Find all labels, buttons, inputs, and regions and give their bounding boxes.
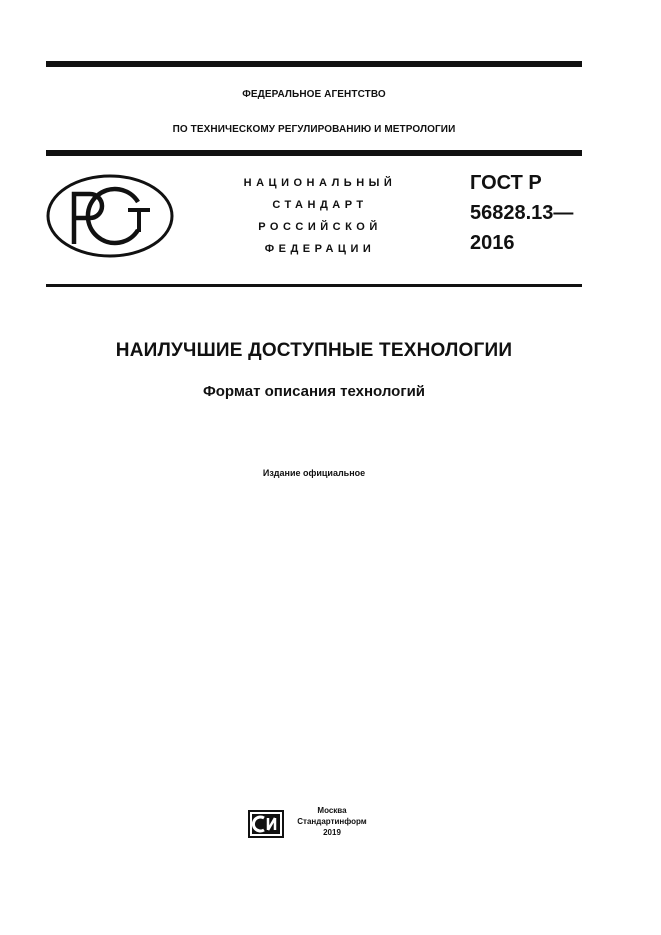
edition-note: Издание официальное [262, 468, 366, 478]
rst-certification-mark-icon [46, 174, 176, 258]
publisher-name: Стандартинформ [297, 817, 367, 826]
document-title: НАИЛУЧШИЕ ДОСТУПНЫЕ ТЕХНОЛОГИИ [115, 340, 513, 361]
header-divider [46, 150, 582, 156]
standard-label-line: РОССИЙСКОЙ [258, 221, 382, 233]
standard-number [470, 168, 573, 258]
publisher-info [288, 805, 376, 838]
standard-number-line: 56828.13— [470, 202, 574, 224]
standard-label-line: СТАНДАРТ [272, 199, 368, 211]
standard-number-line: 2016 [470, 232, 515, 254]
title-block-divider [46, 284, 582, 287]
agency-line-1: ФЕДЕРАЛЬНОЕ АГЕНТСТВО [242, 89, 386, 100]
standard-label-line: НАЦИОНАЛЬНЫЙ [243, 177, 397, 189]
document-subtitle: Формат описания технологий [202, 383, 426, 400]
publisher-city: Москва [317, 806, 347, 815]
national-standard-label [215, 172, 425, 260]
standartinform-logo-icon [248, 810, 284, 838]
standard-label-line: ФЕДЕРАЦИИ [264, 243, 376, 255]
standard-number-line: ГОСТ Р [470, 172, 542, 194]
agency-line-2: ПО ТЕХНИЧЕСКОМУ РЕГУЛИРОВАНИЮ И МЕТРОЛОГИИ [172, 124, 456, 135]
top-divider [46, 61, 582, 67]
publisher-year: 2019 [323, 828, 341, 837]
